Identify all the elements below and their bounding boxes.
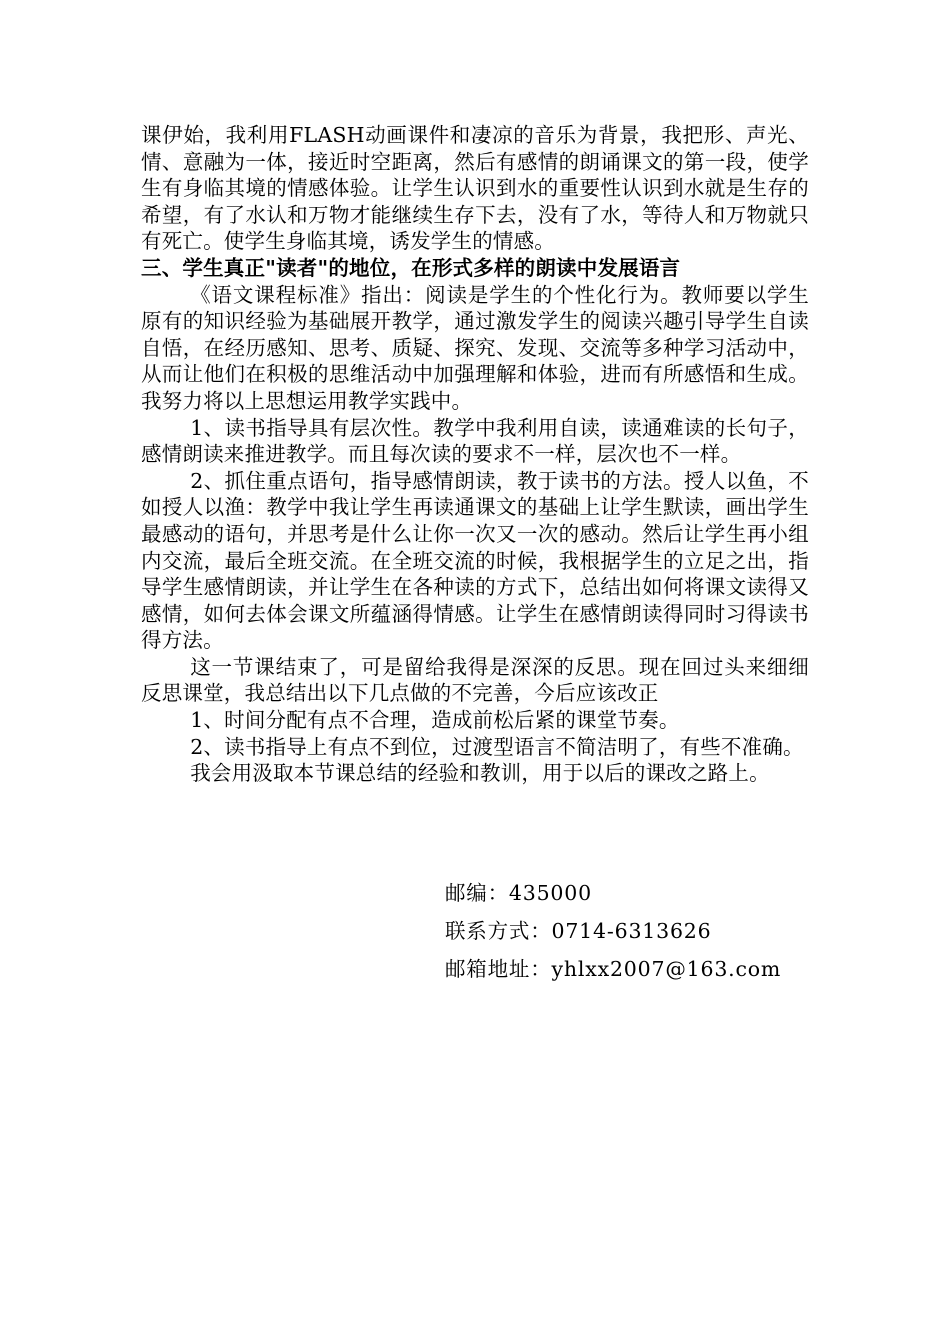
email-label: 邮箱地址： [445,957,552,981]
postcode-line [445,880,781,918]
postcode-value: 435000 [508,881,592,905]
phone-value: 0714-6313626 [551,919,712,943]
section-heading-3: 三、学生真正"读者"的地位，在形式多样的朗读中发展语言 [141,255,681,280]
paragraph-curriculum-standard: 《语文课程标准》指出：阅读是学生的个性化行为。教师要以学生原有的知识经验为基础展开教学，通过激发学生的阅读兴趣引导学生自读自悟，在经历感知、思考、质疑、探究、发现、交流等多种学习活动中，从而让他们在积极的思维活动中加强理解和体验，进而有所感悟和生成。我努力将以上思想运用教学实践中。 [141,282,809,413]
email-value: yhlxx2007@163.com [551,957,782,981]
paragraph-point-2: 2、抓住重点语句，指导感情朗读，教于读书的方法。授人以鱼，不如授人以渔：教学中我让学生再读通课文的基础上让学生默读，画出学生最感动的语句，并思考是什么让你一次又一次的感动。然后让学生再小组内交流，最后全班交流。在全班交流的时候，我根据学生的立足之出，指导学生感情朗读，并让学生在各种读的方式下，总结出如何将课文读得又感情，如何去体会课文所蕴涵得情感。让学生在感情朗读得同时习得读书得方法。 [141,468,809,653]
document-body [141,122,809,787]
paragraph-reflection: 这一节课结束了，可是留给我得是深深的反思。现在回过头来细细反思课堂，我总结出以下几点做的不完善，今后应该改正 [141,654,809,706]
postcode-label: 邮编： [445,881,509,905]
paragraph-reflection-1: 1、时间分配有点不合理，造成前松后紧的课堂节奏。 [190,708,680,733]
paragraph-conclusion: 我会用汲取本节课总结的经验和教训，用于以后的课改之路上。 [190,761,770,786]
phone-label: 联系方式： [445,919,552,943]
paragraph-reflection-2: 2、读书指导上有点不到位，过渡型语言不简洁明了，有些不准确。 [190,734,804,759]
phone-line [445,918,781,956]
email-line [445,956,781,994]
paragraph-intro: 课伊始，我利用FLASH动画课件和凄凉的音乐为背景，我把形、声光、情、意融为一体，接近时空距离，然后有感情的朗诵课文的第一段，使学生有身临其境的情感体验。让学生认识到水的重要性认识到水就是生存的希望，有了水认和万物才能继续生存下去，没有了水，等待人和万物就只有死亡。使学生身临其境，诱发学生的情感。 [141,123,809,254]
paragraph-point-1: 1、读书指导具有层次性。教学中我利用自读，读通难读的长句子，感情朗读来推进教学。而且每次读的要求不一样，层次也不一样。 [141,415,809,467]
contact-block [445,880,781,994]
